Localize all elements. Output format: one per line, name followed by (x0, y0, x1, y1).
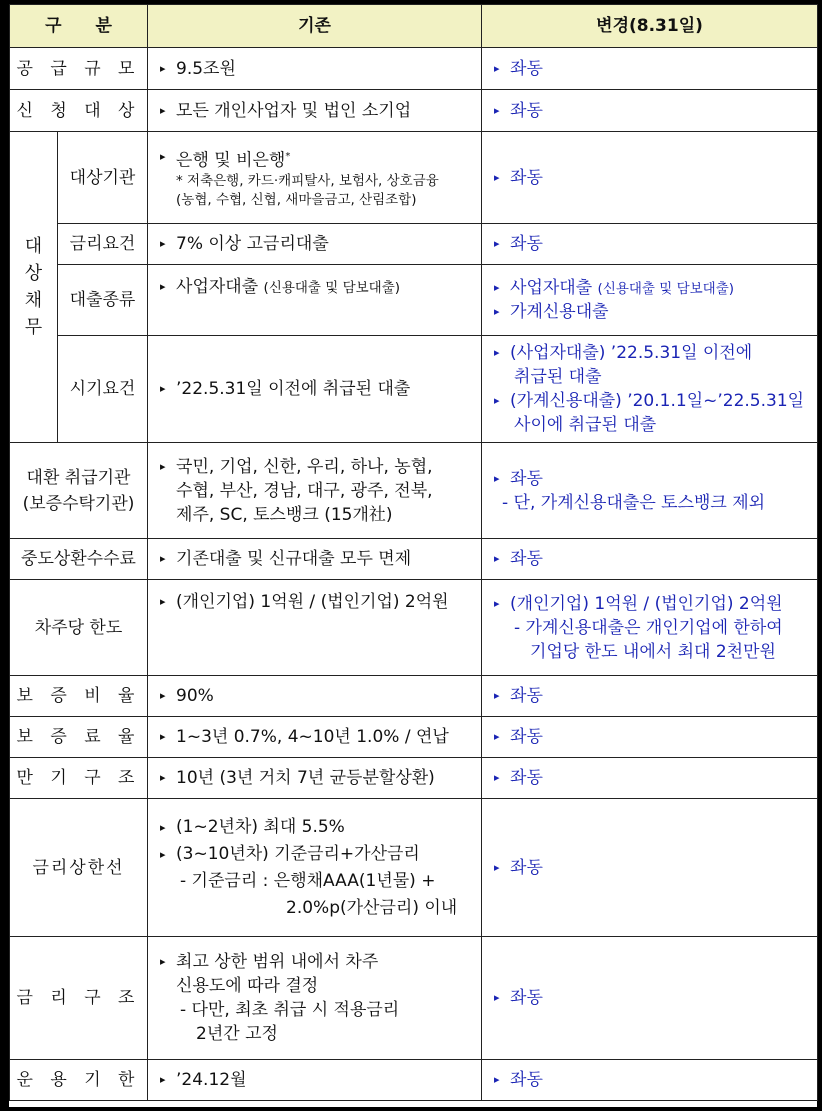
before-note: - 다만, 최초 취급 시 적용금리 2년간 고정 (180, 1000, 400, 1044)
table-row (10, 539, 818, 580)
row-label: 운 용 기 한 (10, 1060, 148, 1101)
after-value: ▸ 좌동 (494, 684, 811, 708)
after-value: ▸ 좌동 (494, 725, 811, 749)
after-value: ▸ 좌동 (494, 766, 811, 790)
row-label: 보 증 료 율 (10, 717, 148, 758)
table-row (10, 580, 818, 676)
before-value: ▸ 최고 상한 범위 내에서 차주 신용도에 따라 결정 (160, 950, 475, 998)
row-label: 금 리 구 조 (10, 937, 148, 1060)
after-note: - 단, 가계신용대출은 토스뱅크 제외 (502, 492, 766, 513)
after-note: - 가계신용대출은 개인기업에 한하여 기업당 한도 내에서 최대 2천만원 (514, 617, 783, 662)
sub-label: 대출종류 (58, 265, 148, 336)
before-value: ▸ 모든 개인사업자 및 법인 소기업 (160, 99, 475, 123)
header-before: 기존 (148, 5, 482, 48)
before-value: ▸ 기존대출 및 신규대출 모두 면제 (160, 547, 475, 571)
table-row (10, 758, 818, 799)
after-value: ▸ (가계신용대출) ’20.1.1일~’22.5.31일 사이에 취급된 대출 (494, 389, 815, 437)
table-row (10, 799, 818, 937)
before-value: ▸ 은행 및 비은행* (160, 145, 475, 173)
after-value: ▸ 좌동 (494, 166, 811, 190)
before-note: * 저축은행, 카드·캐피탈사, 보험사, 상호금융 (농협, 수협, 신협, 새마을금고, 산림조합) (176, 173, 439, 209)
after-value: ▸ (개인기업) 1억원 / (법인기업) 2억원 (494, 592, 815, 616)
before-value: ▸ (1~2년차) 최대 5.5% (160, 814, 475, 841)
document-sheet (9, 4, 817, 1107)
after-value: ▸ 사업자대출 (신용대출 및 담보대출) (494, 276, 811, 300)
before-value: ▸ ’24.12월 (160, 1068, 475, 1092)
table-row (10, 132, 818, 224)
after-value: ▸ 좌동 (494, 986, 811, 1010)
comparison-table (9, 4, 818, 1101)
table-row (10, 265, 818, 336)
after-value: ▸ 좌동 (494, 547, 811, 571)
sub-label: 대상기관 (58, 132, 148, 224)
table-row (10, 1060, 818, 1101)
table-row (10, 224, 818, 265)
row-label: 차주당 한도 (10, 580, 148, 676)
before-note: - 기준금리 : 은행채AAA(1년물) + 2.0%p(가산금리) 이내 (180, 870, 458, 918)
before-value: ▸ 9.5조원 (160, 57, 475, 81)
header-row (10, 5, 818, 48)
row-label: 대환 취급기관 (보증수탁기관) (10, 443, 148, 539)
table-row (10, 717, 818, 758)
after-value: ▸ 좌동 (494, 467, 811, 491)
header-after: 변경(8.31일) (482, 5, 818, 48)
row-label: 신 청 대 상 (10, 90, 148, 132)
before-value: ▸ 10년 (3년 거치 7년 균등분할상환) (160, 766, 475, 790)
before-value: ▸ (3~10년차) 기준금리+가산금리 (160, 841, 475, 868)
header-category: 구 분 (10, 5, 148, 48)
before-value: ▸ 90% (160, 684, 475, 708)
after-value: ▸ 좌동 (494, 57, 811, 81)
before-value: ▸ ’22.5.31일 이전에 취급된 대출 (160, 377, 475, 401)
before-value: ▸ (개인기업) 1억원 / (법인기업) 2억원 (160, 590, 475, 614)
after-value: ▸ 가계신용대출 (494, 300, 811, 324)
row-label: 금리상한선 (10, 799, 148, 937)
before-value: ▸ 7% 이상 고금리대출 (160, 232, 475, 256)
table-row (10, 336, 818, 443)
sub-label: 시기요건 (58, 336, 148, 443)
table-row (10, 48, 818, 90)
group-label: 대 상 채 무 (10, 132, 58, 443)
after-value: ▸ 좌동 (494, 856, 811, 880)
row-label: 만 기 구 조 (10, 758, 148, 799)
table-row (10, 90, 818, 132)
table-row (10, 937, 818, 1060)
after-value: ▸ 좌동 (494, 232, 811, 256)
row-label: 중도상환수수료 (10, 539, 148, 580)
table-row (10, 676, 818, 717)
after-value: ▸ (사업자대출) ’22.5.31일 이전에 취급된 대출 (494, 341, 815, 389)
after-value: ▸ 좌동 (494, 99, 811, 123)
table-row (10, 443, 818, 539)
row-label: 공 급 규 모 (10, 48, 148, 90)
before-value: ▸ 1~3년 0.7%, 4~10년 1.0% / 연납 (160, 725, 475, 749)
after-value: ▸ 좌동 (494, 1068, 811, 1092)
before-value: ▸ 국민, 기업, 신한, 우리, 하나, 농협, 수협, 부산, 경남, 대구, 광주, 전북, 제주, SC, 토스뱅크 (15개社) (160, 455, 475, 527)
sub-label: 금리요건 (58, 224, 148, 265)
row-label: 보 증 비 율 (10, 676, 148, 717)
before-value: ▸ 사업자대출 (신용대출 및 담보대출) (160, 275, 475, 299)
